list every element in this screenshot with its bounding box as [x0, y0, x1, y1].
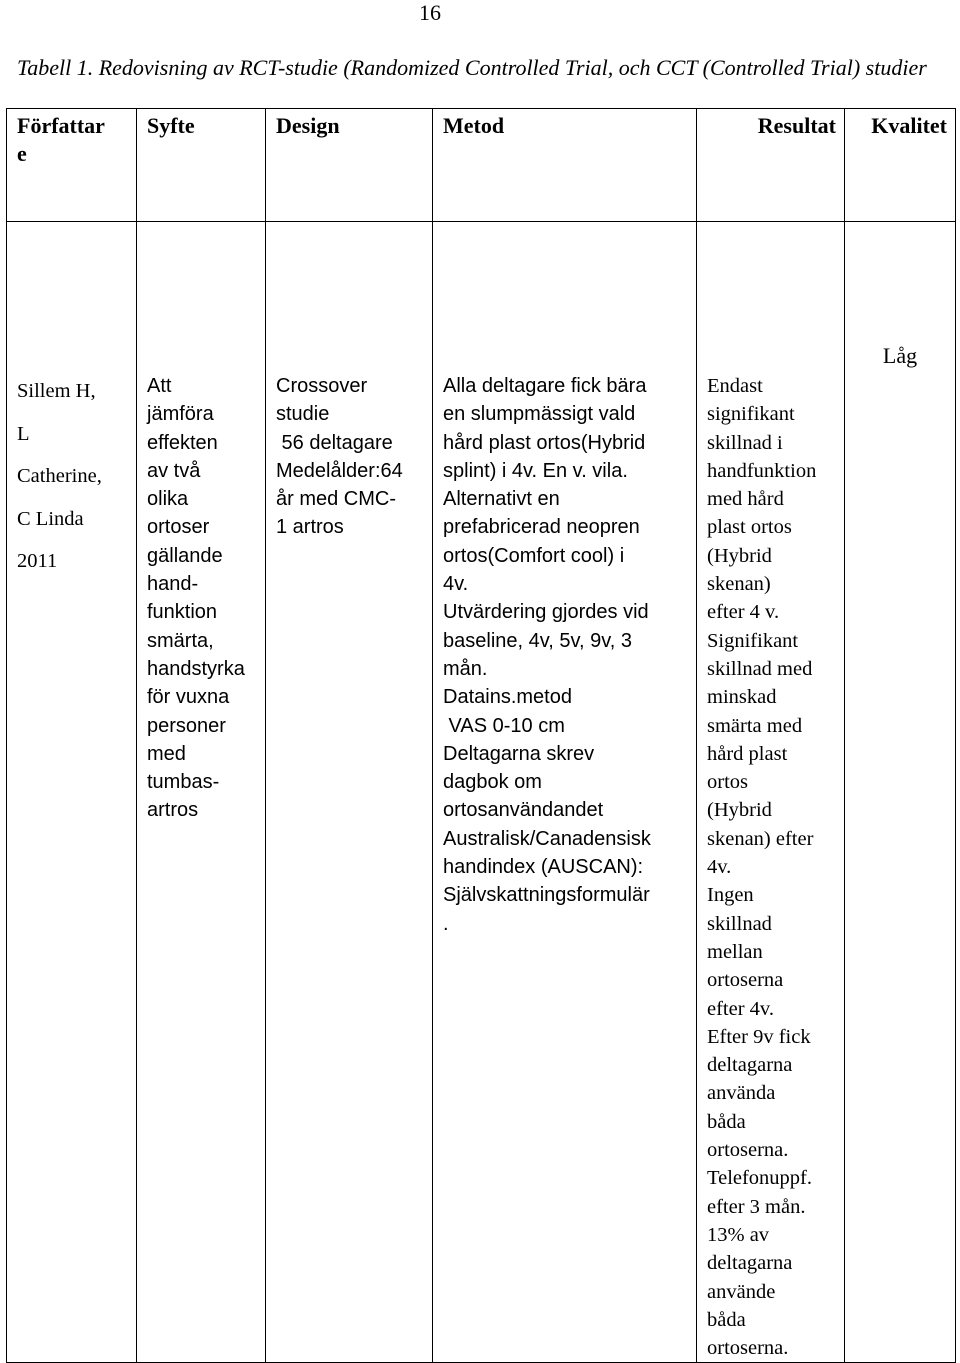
- cell-line: handstyrka: [147, 657, 245, 680]
- cell-line: ortoserna.: [707, 1139, 789, 1162]
- cell-kvalitet: [845, 222, 956, 1363]
- cell-line: 1 artros: [276, 516, 344, 539]
- cell-line: Självskattningsformulär: [443, 884, 650, 907]
- cell-line: 2011: [17, 550, 58, 572]
- cell-line: skenan) efter: [707, 827, 814, 850]
- cell-line: med: [147, 742, 186, 765]
- table-caption: Tabell 1. Redovisning av RCT-studie (Randomized Controlled Trial, och CCT (Controlled Trial) studier: [17, 55, 927, 80]
- cell-line: deltagarna: [707, 1252, 793, 1275]
- cell-line: Medelålder:64: [276, 459, 403, 482]
- cell-line: signifikant: [707, 403, 795, 426]
- study-table: [6, 108, 956, 1363]
- cell-line: Telefonuppf.: [707, 1167, 813, 1190]
- cell-line: ortoserna.: [707, 1337, 789, 1360]
- cell-line: minskad: [707, 686, 777, 709]
- cell-line: (Hybrid: [707, 799, 772, 822]
- cell-line: skenan): [707, 573, 771, 596]
- cell-line: studie: [276, 403, 330, 426]
- cell-line: prefabricerad neopren: [443, 516, 640, 539]
- syfte-text: [137, 222, 265, 825]
- cell-line: olika: [147, 488, 189, 511]
- cell-line: ortosanvändandet: [443, 799, 604, 822]
- metod-text: [433, 222, 696, 938]
- cell-line: efter 3 mån.: [707, 1195, 806, 1218]
- cell-line: hård plast: [707, 742, 788, 765]
- cell-line: funktion: [147, 601, 218, 624]
- cell-design: [266, 222, 433, 1363]
- cell-line: skillnad: [707, 912, 772, 935]
- cell-line: 4v.: [707, 856, 732, 879]
- cell-line: deltagarna: [707, 1054, 793, 1077]
- cell-line: använda: [707, 1082, 776, 1105]
- cell-line: skillnad med: [707, 657, 813, 680]
- cell-line: hård plast ortos(Hybrid: [443, 431, 646, 454]
- header-design: [266, 109, 433, 222]
- cell-syfte: [137, 222, 266, 1363]
- header-resultat-label: Resultat: [757, 113, 836, 138]
- header-forfattare-line1: Författar: [17, 113, 105, 138]
- cell-line: Catherine,: [17, 465, 102, 487]
- cell-line: båda: [707, 1110, 746, 1133]
- header-metod: [433, 109, 697, 222]
- authors-list: [7, 222, 136, 583]
- cell-line: personer: [147, 714, 226, 737]
- table-row: [7, 222, 956, 1363]
- cell-line: Signifikant: [707, 629, 799, 652]
- cell-line: effekten: [147, 431, 218, 454]
- cell-line: smärta,: [147, 629, 214, 652]
- cell-line: L: [17, 422, 30, 445]
- cell-line: .: [443, 912, 449, 935]
- cell-line: jämföra: [147, 403, 214, 426]
- header-forfattare: [7, 109, 137, 222]
- cell-line: baseline, 4v, 5v, 9v, 3: [443, 629, 632, 652]
- cell-line: med hård: [707, 488, 784, 511]
- cell-line: Endast: [707, 375, 763, 397]
- cell-line: Sillem H,: [17, 380, 96, 402]
- cell-line: år med CMC-: [276, 488, 397, 511]
- page-number: 16: [419, 0, 441, 25]
- cell-line: av två: [147, 459, 201, 482]
- resultat-text: [697, 222, 844, 1362]
- cell-line: 56 deltagare: [276, 431, 393, 454]
- cell-line: Australisk/Canadensisk: [443, 827, 651, 850]
- cell-line: Utvärdering gjordes vid: [443, 601, 649, 624]
- cell-line: handindex (AUSCAN):: [443, 856, 644, 879]
- cell-authors: [7, 222, 137, 1363]
- cell-line: efter 4v.: [707, 997, 774, 1020]
- header-syfte: [137, 109, 266, 222]
- cell-line: ortoserna: [707, 969, 784, 992]
- cell-line: Datains.metod: [443, 686, 572, 709]
- header-syfte-label: Syfte: [147, 113, 195, 138]
- cell-line: båda: [707, 1308, 746, 1331]
- cell-line: ortos: [707, 771, 748, 794]
- cell-line: 4v.: [443, 573, 469, 596]
- header-row: [7, 109, 956, 222]
- cell-line: (Hybrid: [707, 544, 772, 567]
- cell-line: Deltagarna skrev: [443, 742, 595, 765]
- design-text: [266, 222, 432, 542]
- cell-line: Alla deltagare fick bära: [443, 375, 647, 397]
- cell-line: Ingen: [707, 884, 754, 907]
- cell-line: 13% av: [707, 1223, 770, 1246]
- cell-line: artros: [147, 799, 199, 822]
- cell-line: Att: [147, 375, 172, 397]
- cell-resultat: [697, 222, 845, 1363]
- cell-line: gällande: [147, 544, 223, 567]
- cell-line: använde: [707, 1280, 776, 1303]
- cell-line: ortoser: [147, 516, 210, 539]
- cell-line: VAS 0-10 cm: [443, 714, 565, 737]
- cell-line: en slumpmässigt vald: [443, 403, 636, 426]
- cell-line: dagbok om: [443, 771, 542, 794]
- cell-line: handfunktion: [707, 459, 817, 482]
- kvalitet-value: Låg: [882, 343, 918, 368]
- cell-line: skillnad i: [707, 431, 783, 454]
- cell-line: smärta med: [707, 714, 803, 737]
- header-design-label: Design: [276, 113, 340, 138]
- cell-line: mellan: [707, 940, 763, 963]
- cell-line: splint) i 4v. En v. vila.: [443, 459, 628, 482]
- cell-line: Efter 9v fick: [707, 1025, 811, 1048]
- cell-line: efter 4 v.: [707, 601, 780, 624]
- cell-line: Alternativt en: [443, 488, 560, 511]
- cell-line: plast ortos: [707, 516, 792, 539]
- cell-line: C Linda: [17, 507, 84, 530]
- cell-line: för vuxna: [147, 686, 230, 709]
- cell-line: tumbas-: [147, 771, 220, 794]
- cell-line: ortos(Comfort cool) i: [443, 544, 625, 567]
- cell-line: hand-: [147, 573, 199, 596]
- header-metod-label: Metod: [443, 113, 505, 138]
- header-kvalitet-label: Kvalitet: [871, 113, 947, 138]
- cell-metod: [433, 222, 697, 1363]
- header-resultat: [697, 109, 845, 222]
- header-kvalitet: [845, 109, 956, 222]
- cell-line: mån.: [443, 657, 488, 680]
- header-forfattare-line2: e: [17, 141, 27, 166]
- cell-line: Crossover: [276, 375, 368, 397]
